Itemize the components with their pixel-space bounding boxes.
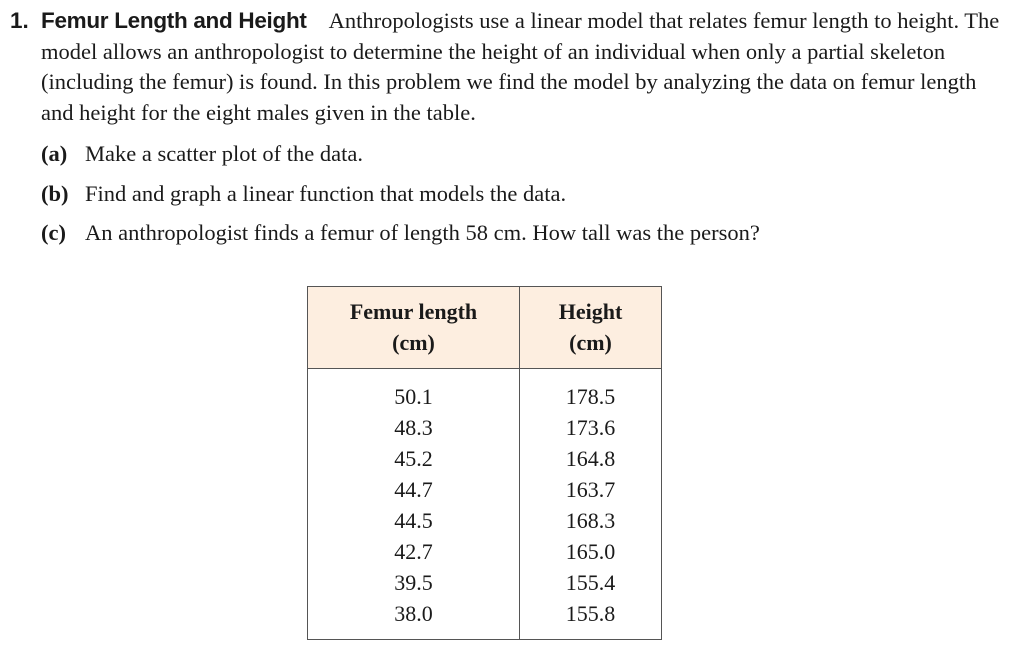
part-c bbox=[41, 213, 1010, 253]
height-cell: 155.4 bbox=[520, 567, 662, 598]
table-row bbox=[308, 505, 662, 536]
femur-length-cell: 38.0 bbox=[308, 598, 520, 640]
femur-length-cell: 44.5 bbox=[308, 505, 520, 536]
height-cell: 165.0 bbox=[520, 536, 662, 567]
femur-length-cell: 50.1 bbox=[308, 369, 520, 413]
femur-length-cell: 39.5 bbox=[308, 567, 520, 598]
table-header-row bbox=[308, 287, 662, 369]
part-text: Find and graph a linear function that models the data. bbox=[85, 180, 567, 206]
header-height bbox=[520, 287, 662, 369]
table-row bbox=[308, 567, 662, 598]
height-cell: 168.3 bbox=[520, 505, 662, 536]
header-label: Height bbox=[558, 299, 623, 324]
femur-length-cell: 45.2 bbox=[308, 443, 520, 474]
problem-intro-text: Anthropologists use a linear model that relates femur length to height. The model allows an anthropologist to determine the height of an individual when only a partial skeleton (including the femur) is found. In this problem we find the model by analyzing the data on femur length and height for the eight males given in the table. bbox=[41, 8, 1000, 125]
part-b bbox=[41, 174, 1010, 214]
height-cell: 155.8 bbox=[520, 598, 662, 640]
problem-1 bbox=[10, 6, 1010, 253]
femur-length-cell: 48.3 bbox=[308, 412, 520, 443]
problem-title: Femur Length and Height bbox=[41, 8, 307, 33]
femur-length-cell: 44.7 bbox=[308, 474, 520, 505]
part-label: (c) bbox=[41, 220, 66, 245]
header-unit: (cm) bbox=[569, 330, 612, 355]
table-row bbox=[308, 536, 662, 567]
header-label: Femur length bbox=[349, 299, 478, 324]
part-text: An anthropologist finds a femur of length 58 cm. How tall was the person? bbox=[85, 220, 760, 245]
part-label: (b) bbox=[41, 180, 69, 206]
part-label: (a) bbox=[41, 141, 68, 166]
femur-length-cell: 42.7 bbox=[308, 536, 520, 567]
header-femur-length bbox=[308, 287, 520, 369]
problem-number: 1. bbox=[10, 8, 29, 33]
table-row bbox=[308, 598, 662, 640]
table-row bbox=[308, 474, 662, 505]
problem-intro bbox=[10, 6, 1010, 128]
femur-height-table bbox=[307, 286, 662, 640]
table-row bbox=[308, 369, 662, 413]
part-a bbox=[41, 134, 1010, 174]
height-cell: 164.8 bbox=[520, 443, 662, 474]
height-cell: 178.5 bbox=[520, 369, 662, 413]
part-text: Make a scatter plot of the data. bbox=[85, 141, 364, 166]
problem-parts bbox=[41, 134, 1010, 253]
height-cell: 173.6 bbox=[520, 412, 662, 443]
table-row bbox=[308, 443, 662, 474]
header-unit: (cm) bbox=[392, 330, 435, 355]
table-row bbox=[308, 412, 662, 443]
height-cell: 163.7 bbox=[520, 474, 662, 505]
